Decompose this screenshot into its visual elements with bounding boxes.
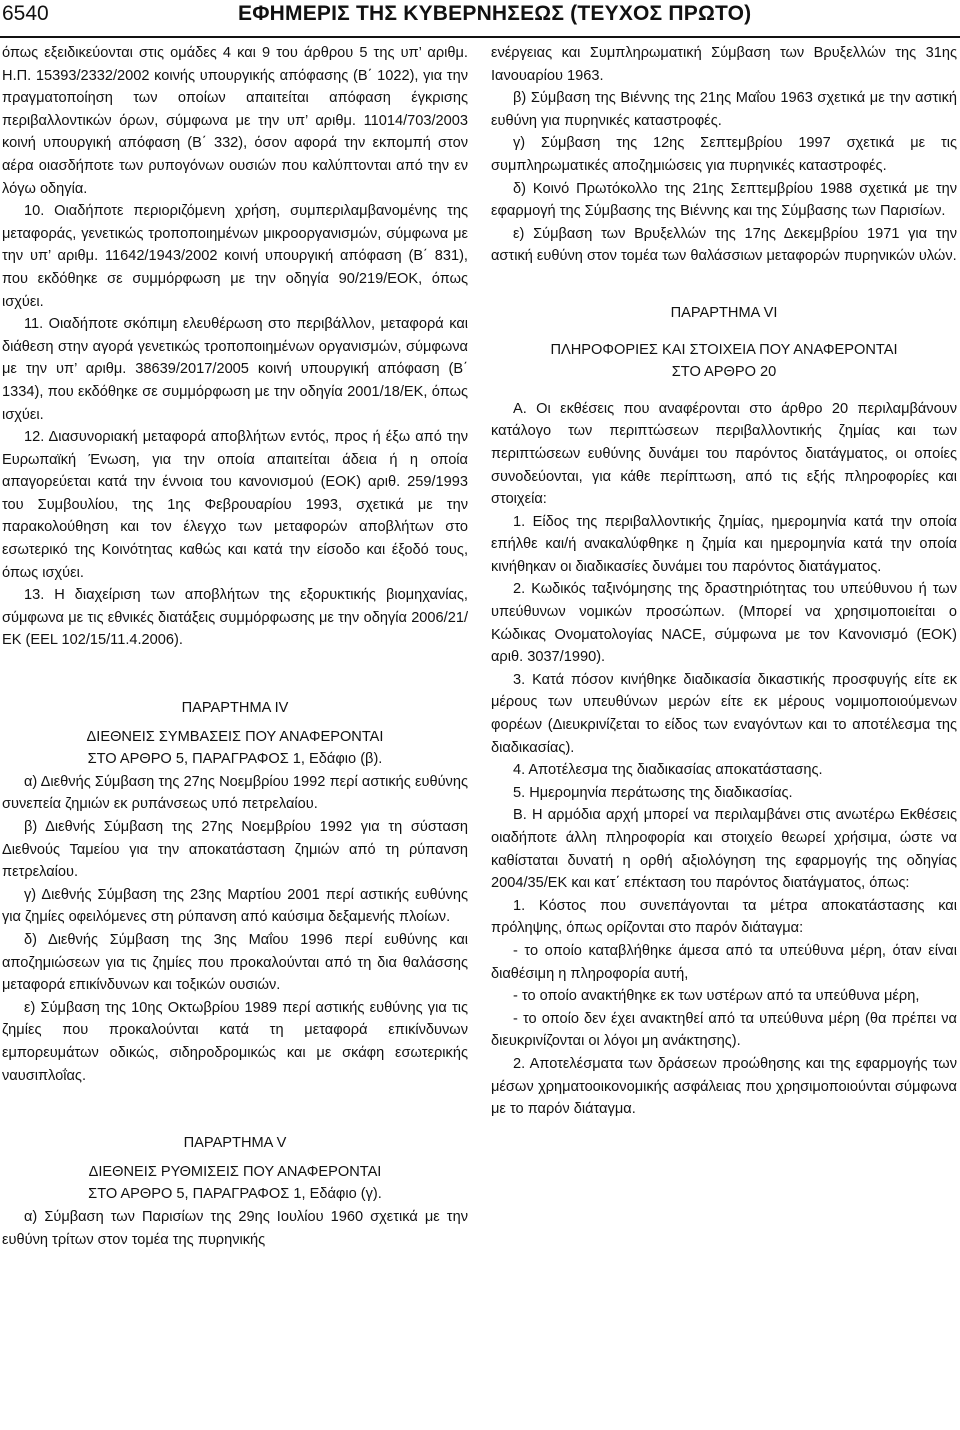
annex-5-item-a-continuation: ενέργειας και Συμπληρωματική Σύμβαση των Βρυξελλών της 31ης Ιανουαρίου 1963. bbox=[491, 45, 957, 84]
annex-6-section-a-item-5: 5. Ημερομηνία περάτωσης της διαδικασίας. bbox=[513, 784, 793, 801]
annex-6-section-b-item-1-dash-b: - το οποίο ανακτήθηκε εκ των υστέρων από τα υπεύθυνα μέρη, bbox=[513, 988, 920, 1005]
annex-6-section-b-item-1-dash-c: - το οποίο δεν έχει ανακτηθεί από τα υπεύθυνα μέρη (θα πρέπει να διευκρινίζονται οι λόγοι μη ανάκτησης). bbox=[491, 1010, 957, 1050]
paragraph-10: 10. Οιαδήποτε περιοριζόμενη χρήση, συμπεριλαμβανομένης της μεταφοράς, γενετικώς τροποποιημένων μικροοργανισμών, σύμφωνα με την υπ’ αριθμ. 11642/1943/2002 κοινή υπουργική απόφαση (Β΄ 831), που εκδόθηκε σε συμμόρφωση με την οδηγία 90/219/ΕΟΚ, όπως ισχύει. bbox=[2, 203, 468, 310]
annex-6-section-b-item-1: 1. Κόστος που συνεπάγονται τα μέτρα αποκατάστασης και πρόληψης, όπως ορίζονται στο παρόν διάταγμα: bbox=[491, 897, 957, 937]
annex-6-section-b-item-2: 2. Αποτελέσματα των δράσεων προώθησης και της εφαρμογής των μέσων χρηματοοικονομικής ασφάλειας που χρησιμοποιούνται σύμφωνα με το παρόν διάταγμα. bbox=[491, 1055, 957, 1118]
page-header bbox=[0, 0, 960, 38]
annex-6-section-a-item-4: 4. Αποτέλεσμα της διαδικασίας αποκατάστασης. bbox=[513, 762, 823, 779]
annex-6-section-a-item-1: 1. Είδος της περιβαλλοντικής ζημίας, ημερομηνία κατά την οποία επήλθε και/ή ανακαλύφθηκε η ζημία και ημερομηνία κατά την οποία κινήθηκαν οι διαδικασίες δυνάμει του παρόντος διατάγματος. bbox=[491, 513, 957, 575]
annex-4-item-d: δ) Διεθνής Σύμβαση της 3ης Μαΐου 1996 περί ευθύνης και αποζημιώσεων για τις ζημίες που προκαλούνται από τη δια θαλάσσης μεταφορά επικίνδυνων και τοξικών ουσιών. bbox=[2, 931, 468, 994]
annex-6-title: ΠΑΡΑΡΤΗΜΑ VI bbox=[670, 304, 778, 321]
annex-5-item-d: δ) Κοινό Πρωτόκολλο της 21ης Σεπτεμβρίου 1988 σχετικά με την εφαρμογή της Σύμβασης της Βιέννης και της Σύμβασης των Παρισίων. bbox=[491, 180, 957, 220]
annex-5-subtitle-1: ΔΙΕΘΝΕΙΣ ΡΥΘΜΙΣΕΙΣ ΠΟΥ ΑΝΑΦΕΡΟΝΤΑΙ bbox=[88, 1163, 382, 1180]
annex-6-subtitle-2: ΣΤΟ ΑΡΘΡΟ 20 bbox=[671, 364, 777, 381]
annex-4-subtitle-2: ΣΤΟ ΑΡΘΡΟ 5, ΠΑΡΑΓΡΑΦΟΣ 1, Εδάφιο (β). bbox=[87, 751, 383, 768]
journal-title: ΕΦΗΜΕΡΙΣ ΤΗΣ ΚΥΒΕΡΝΗΣΕΩΣ (ΤΕΥΧΟΣ ΠΡΩΤΟ) bbox=[238, 2, 752, 25]
annex-6-section-b-item-1-dash-a: - το οποίο καταβλήθηκε άμεσα από τα υπεύθυνα μέρη, όταν είναι διαθέσιμη η πληροφορία αυτή, bbox=[491, 942, 957, 982]
paragraph-9-continuation: όπως εξειδικεύονται στις ομάδες 4 και 9 του άρθρου 5 της υπ’ αριθμ. Η.Π. 15393/2332/2002 κοινής υπουργικής απόφασης (Β΄ 1022), για την πραγματοποίηση των οποίων απαιτείται απόφαση έγκρισης περιβαλλοντικών όρων, σύμφωνα με την υπ’ αριθμ. 11014/703/2003 κοινή υπουργική απόφαση (Β΄ 332), όσον αφορά την εκπομπή στον αέρα οιασδήποτε των ρυπογόνων ουσιών που καλύπτονται από την εν λόγω οδηγία. bbox=[2, 45, 468, 197]
annex-6-section-a-item-3: 3. Κατά πόσον κινήθηκε διαδικασία δικαστικής προσφυγής είτε εκ μέρους των υπευθύνων μερών είτε εκ μέρους νομιμοποιούμενων φορέων (Διευκρινίζεται το είδος των εναγόντων και το αποτέλεσμα της διαδικασίας). bbox=[491, 671, 957, 756]
annex-4-item-e: ε) Σύμβαση της 10ης Οκτωβρίου 1989 περί αστικής ευθύνης για τις ζημίες που προκαλούνται κατά τη μεταφορά επικίνδυνων εμπορευμάτων οδικώς, σιδηροδρομικώς και με σκάφη εσωτερικής ναυσιπλοΐας. bbox=[2, 999, 468, 1084]
paragraph-13: 13. Η διαχείριση των αποβλήτων της εξορυκτικής βιομηχανίας, σύμφωνα με τις εθνικές διατάξεις συμμόρφωσης με την οδηγία 2006/21/ΕΚ (ΕΕL 102/15/11.4.2006). bbox=[2, 587, 468, 649]
annex-4-title: ΠΑΡΑΡΤΗΜΑ IV bbox=[181, 700, 289, 717]
annex-6-section-a-item-2: 2. Κωδικός ταξινόμησης της δραστηριότητας του υπεύθυνου ή των υπεύθυνων νομικών προσώπων. (Μπορεί να χρησιμοποιείται ο Κώδικας Ονοματολογίας NACE, σύμφωνα με τον Κανονισμό (ΕΟΚ) αριθ. 3037/1990). bbox=[491, 581, 957, 666]
annex-5-item-a: α) Σύμβαση των Παρισίων της 29ης Ιουλίου 1960 σχετικά με την ευθύνη τρίτων στον τομέα της πυρηνικής bbox=[2, 1208, 468, 1248]
annex-5-item-c: γ) Σύμβαση της 12ης Σεπτεμβρίου 1997 σχετικά με τις συμπληρωματικές αποζημιώσεις για πυρηνικές καταστροφές. bbox=[491, 135, 957, 174]
page-number: 6540 bbox=[2, 2, 49, 25]
annex-6-subtitle-1: ΠΛΗΡΟΦΟΡΙΕΣ ΚΑΙ ΣΤΟΙΧΕΙΑ ΠΟΥ ΑΝΑΦΕΡΟΝΤΑΙ bbox=[550, 341, 898, 358]
annex-4-item-c: γ) Διεθνής Σύμβαση της 23ης Μαρτίου 2001 περί αστικής ευθύνης για ζημίες οφειλόμενες στη ρύπανση από καύσιμα δεξαμενής πλοίων. bbox=[2, 886, 468, 926]
annex-5-subtitle-2: ΣΤΟ ΑΡΘΡΟ 5, ΠΑΡΑΓΡΑΦΟΣ 1, Εδάφιο (γ). bbox=[88, 1186, 382, 1203]
annex-5-title: ΠΑΡΑΡΤΗΜΑ V bbox=[183, 1135, 287, 1152]
annex-5-item-b: β) Σύμβαση της Βιέννης της 21ης Μαΐου 1963 σχετικά με την αστική ευθύνη για πυρηνικές καταστροφές. bbox=[491, 90, 957, 129]
annex-4-item-a: α) Διεθνής Σύμβαση της 27ης Νοεμβρίου 1992 περί αστικής ευθύνης συνεπεία ζημιών εκ ρυπάνσεως υπό πετρελαίου. bbox=[2, 773, 468, 813]
paragraph-11: 11. Οιαδήποτε σκόπιμη ελευθέρωση στο περιβάλλον, μεταφορά και διάθεση στην αγορά γενετικώς τροποποιημένων οργανισμών, σύμφωνα με την υπ’ αριθμ. 38639/2017/2005 κοινή υπουργική απόφαση (Β΄ 1334), που εκδόθηκε σε συμμόρφωση με την οδηγία 2001/18/ΕΚ, όπως ισχύει. bbox=[2, 316, 468, 423]
paragraph-12: 12. Διασυνοριακή μεταφορά αποβλήτων εντός, προς ή έξω από την Ευρωπαϊκή Ένωση, για την οποία απαιτείται άδεια ή η οποία απαγορεύεται κατά την έννοια του κανονισμού (ΕΟΚ) αριθ. 259/1993 του Συμβουλίου, της 1ης Φεβρουαρίου 1993, σχετικά με την παρακολούθηση και τον έλεγχο των μεταφορών αποβλήτων στο εσωτερικό της Κοινότητας καθώς και κατά την είσοδο και έξοδό τους, όπως ισχύει. bbox=[2, 429, 468, 581]
annex-6-section-a: Α. Οι εκθέσεις που αναφέρονται στο άρθρο 20 περιλαμβάνουν κατάλογο των περιπτώσεων περιβαλλοντικής ζημίας και των περιπτώσεων ευθύνης δυνάμει του παρόντος διατάγματος, οι οποίες συνοδεύονται, για κάθε περίπτωση, από τις εξής πληροφορίες και στοιχεία: bbox=[491, 400, 957, 508]
left-column bbox=[2, 42, 468, 1251]
annex-6-section-b: Β. Η αρμόδια αρχή μπορεί να περιλαμβάνει στις ανωτέρω Εκθέσεις οιαδήποτε άλλη πληροφορία και στοιχείο θεωρεί χρήσιμα, ώστε να καθίσταται δυνατή η ορθή αξιολόγηση της εφαρμογής της οδηγίας 2004/35/ΕΚ και κατ΄ επέκταση του παρόντος διατάγματος, όπως: bbox=[491, 807, 957, 892]
annex-5-item-e: ε) Σύμβαση των Βρυξελλών της 17ης Δεκεμβρίου 1971 για την αστική ευθύνη στον τομέα των θαλάσσιων μεταφορών πυρηνικών υλών. bbox=[491, 225, 957, 265]
right-column bbox=[491, 42, 957, 1121]
annex-4-subtitle-1: ΔΙΕΘΝΕΙΣ ΣΥΜΒΑΣΕΙΣ ΠΟΥ ΑΝΑΦΕΡΟΝΤΑΙ bbox=[86, 728, 384, 745]
annex-4-item-b: β) Διεθνής Σύμβαση της 27ης Νοεμβρίου 1992 για τη σύσταση Διεθνούς Ταμείου για την αποκατάσταση ζημιών από τη ρύπανση πετρελαίου. bbox=[2, 819, 468, 881]
